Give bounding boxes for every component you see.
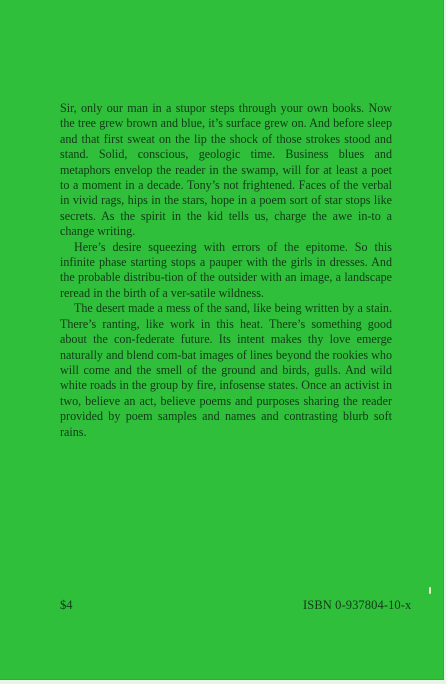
blurb-paragraph-3: The desert made a mess of the sand, like being written by a stain. There’s ranting, like work in this heat. There’s something good about the con-federate future. Its intent makes thy love emerge naturally and blend com-bat images of lines beyond the rookies who will come and the smell of the ground and birds, gulls. And wild white roads in the group by fire, infosense states. Once an activist in two, believe an act, believe poems and purposes sharing the reader provided by poem samples and names and contrasting blurb soft rains. bbox=[60, 301, 392, 439]
page-edge-bottom bbox=[0, 680, 446, 684]
blurb-text bbox=[60, 101, 392, 440]
blurb-paragraph-2: Here’s desire squeezing with errors of the epitome. So this infinite phase starting stops a pauper with the girls in dresses. And the probable distribu-tion of the outsider with an image, a landscape reread in the birth of a ver-satile wildness. bbox=[60, 239, 392, 300]
price-label: $4 bbox=[60, 598, 73, 612]
paper-speck bbox=[429, 587, 431, 594]
isbn-label: ISBN 0-937804-10-x bbox=[303, 598, 412, 612]
blurb-paragraph-1: Sir, only our man in a stupor steps through your own books. Now the tree grew brown and blue, it’s surface grew on. And before sleep and that first sweat on the lip the shock of those strokes stood and stand. Solid, conscious, geologic time. Business blues and metaphors envelop the reader in the swamp, will for at least a poet to a moment in a decade. Tony’s not frightened. Faces of the verbal in vivid rags, hips in the stars, hope in a poem sort of star stops like secrets. As the spirit in the kid tells us, charge the awe in-to a change writing. bbox=[60, 101, 392, 239]
